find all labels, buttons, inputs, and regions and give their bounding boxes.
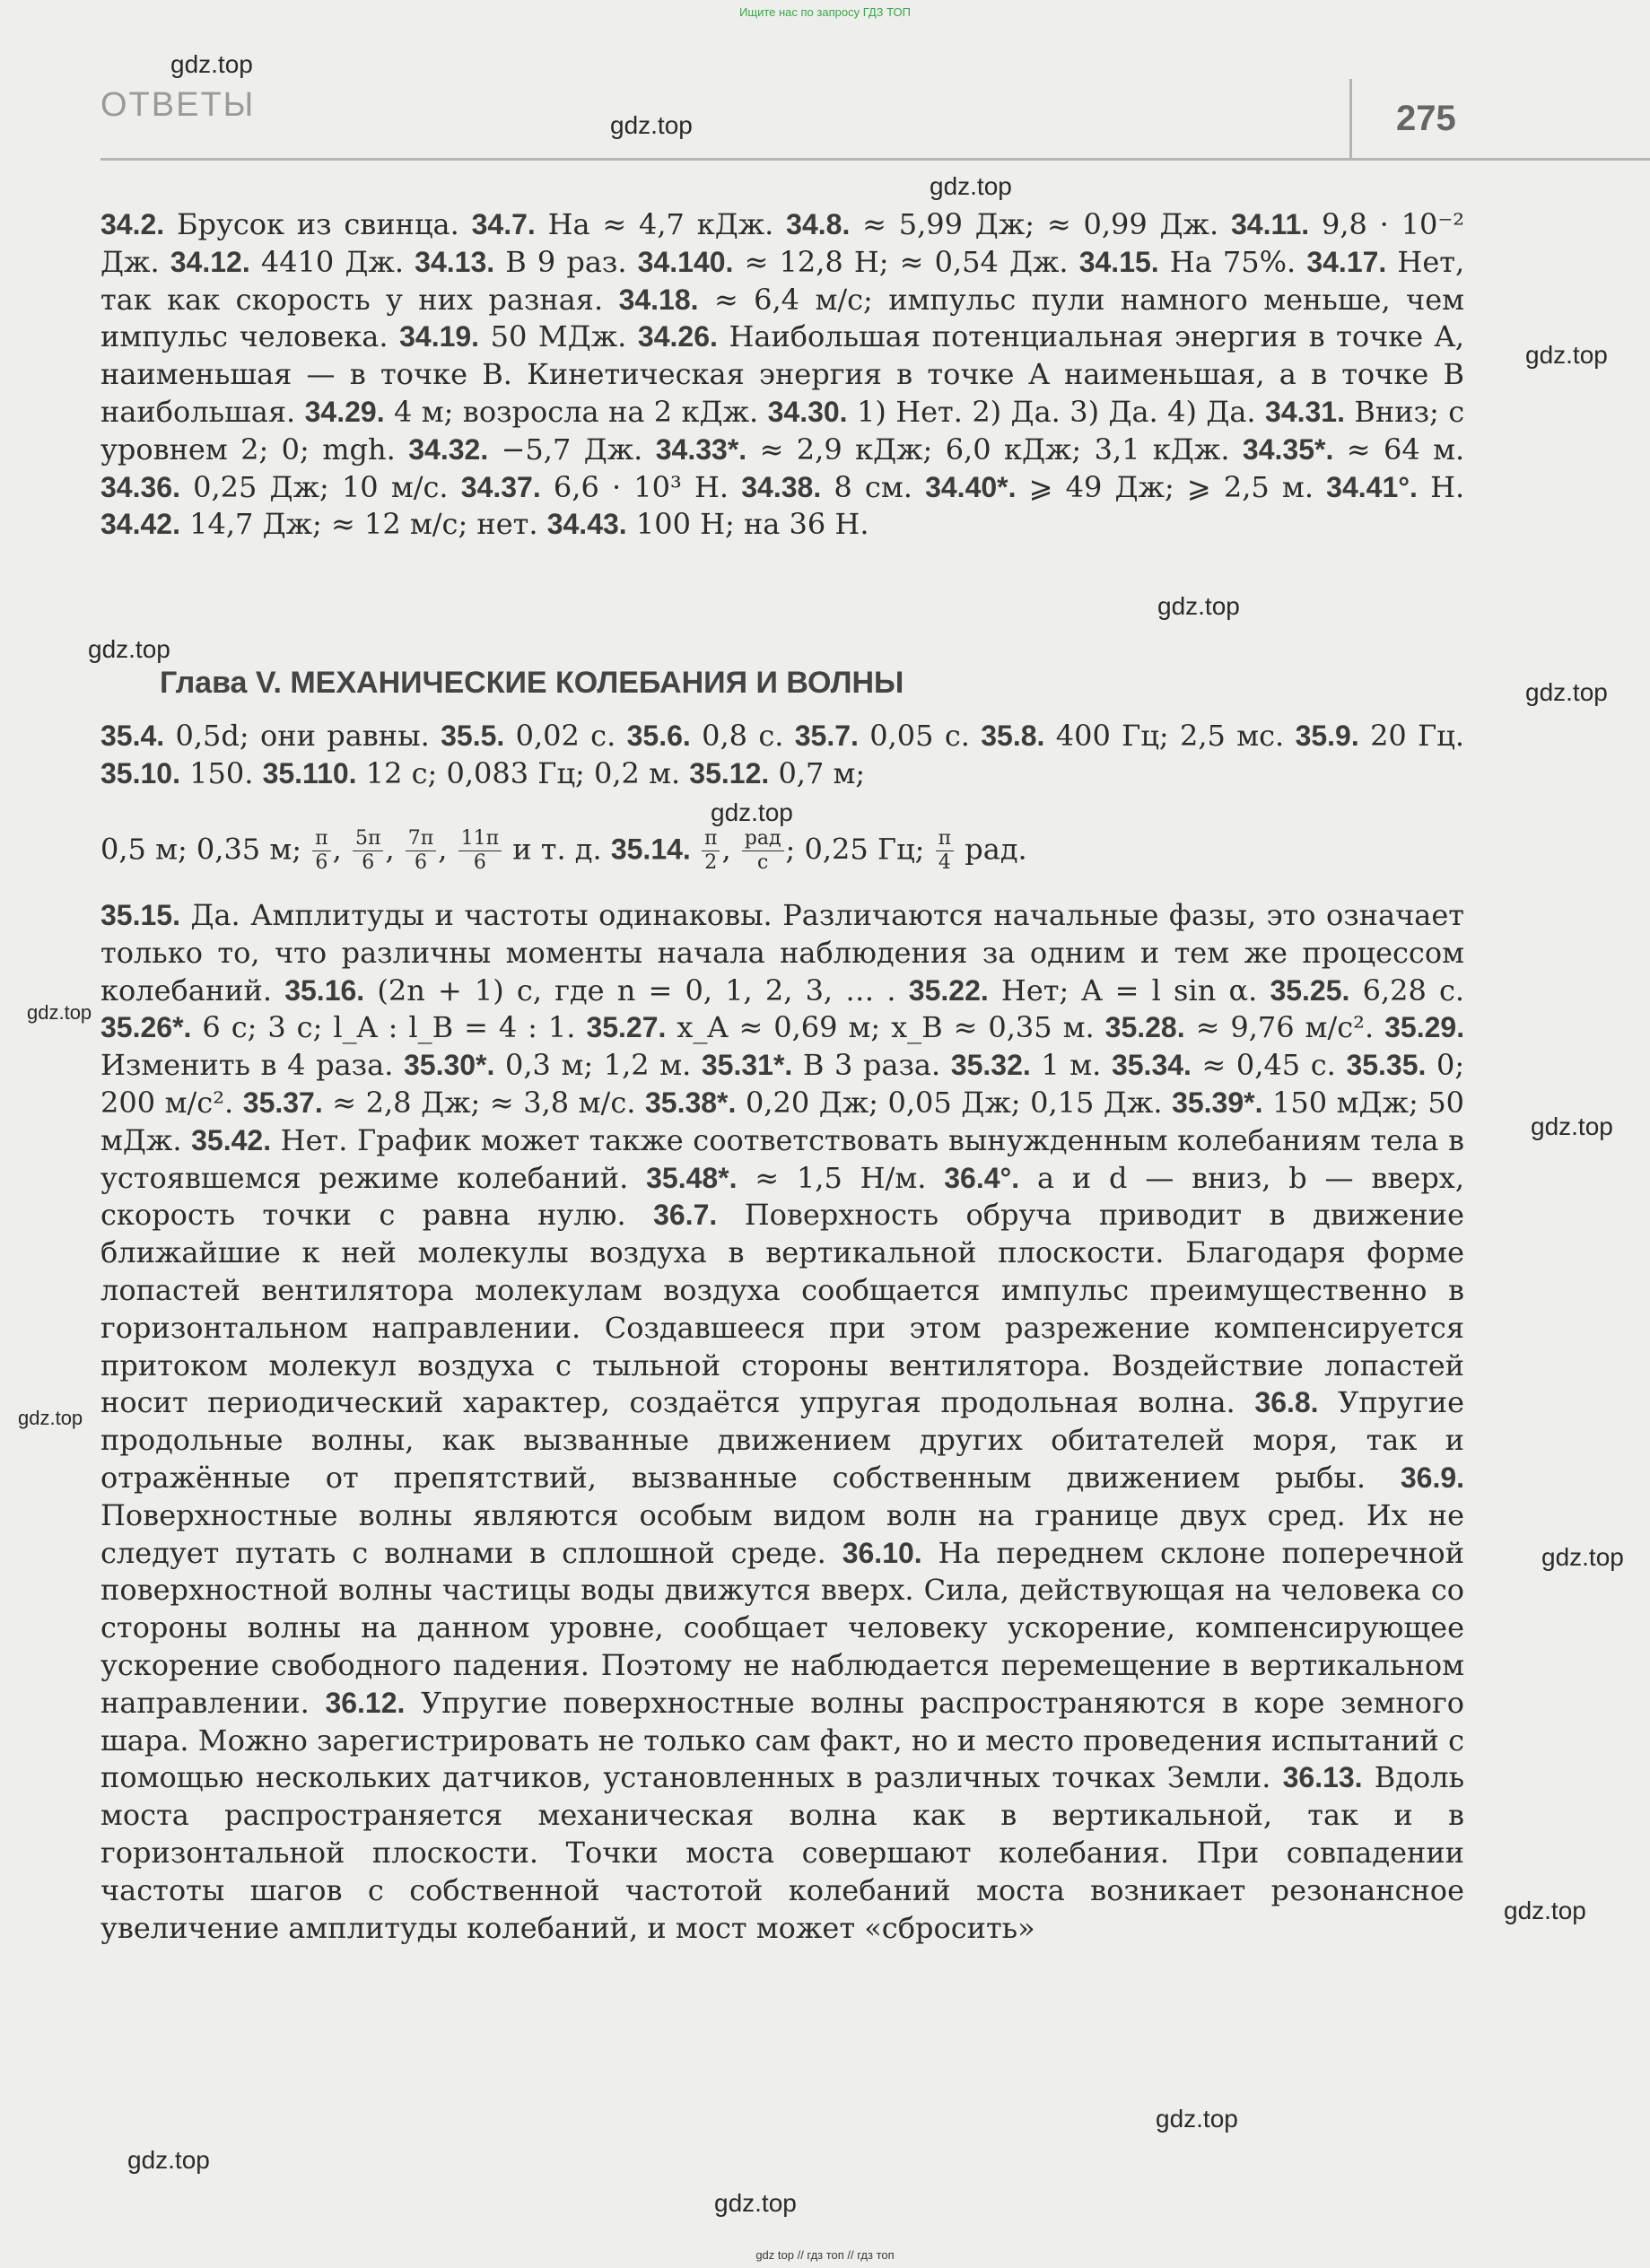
- fraction-line-tail: рад.: [965, 832, 1027, 867]
- watermark: gdz.top: [1504, 1897, 1586, 1924]
- answer-number: 35.15.: [100, 899, 180, 931]
- answer-number: 36.13.: [1282, 1761, 1363, 1794]
- answer-number: 35.34.: [1111, 1049, 1192, 1082]
- answer-number: 34.18.: [618, 283, 699, 316]
- answer-text: Да. Амплитуды и частоты одинаковы. Различаются начальные фазы, это означает только то, что различны моменты начала наблюдения за одним и тем же процессом колебаний.: [100, 898, 1464, 1008]
- watermark: gdz.top: [1156, 2105, 1238, 2133]
- watermark: gdz.top: [1157, 592, 1240, 620]
- answer-number: 35.39*.: [1172, 1086, 1263, 1119]
- fraction: $\frac{11\pi}{6}$: [458, 827, 502, 876]
- answer-number: 35.42.: [191, 1123, 272, 1156]
- answer-text: В 3 раза.: [802, 1048, 941, 1083]
- answer-text: Брусок из свинца.: [176, 207, 459, 241]
- answer-number: 35.31*.: [701, 1049, 793, 1082]
- answer-text: 0,3 м; 1,2 м.: [504, 1048, 692, 1083]
- answer-number: 34.43.: [546, 508, 627, 541]
- answer-number: 36.8.: [1254, 1386, 1319, 1419]
- answer-text: Упругие продольные волны, как вызванные движением других обитателей моря, так и отражённые от препятствий, вызванные собственным движением рыбы.: [100, 1385, 1465, 1495]
- answer-number: 34.15.: [1078, 245, 1159, 278]
- answer-text: ⩾ 49 Дж; ⩾ 2,5 м.: [1028, 469, 1314, 504]
- fraction-line-lead: 0,5 м; 0,35 м;: [100, 832, 301, 867]
- chapter-heading: Глава V. МЕХАНИЧЕСКИЕ КОЛЕБАНИЯ И ВОЛНЫ: [160, 666, 904, 700]
- answers-paragraph: [100, 718, 1464, 793]
- answer-text: a и d — вниз, b — вверх, скорость точки c равна нулю.: [100, 1160, 1465, 1233]
- answer-number: 35.110.: [262, 756, 357, 789]
- answer-text: 150 мДж; 50 мДж.: [100, 1085, 1465, 1157]
- watermark: gdz.top: [1525, 678, 1608, 706]
- fraction: $\frac{\pi}{4}$: [936, 827, 954, 876]
- page-header-title: ОТВЕТЫ: [100, 86, 256, 124]
- answer-text: 20 Гц.: [1370, 719, 1465, 753]
- answer-text: На 75%.: [1169, 244, 1296, 279]
- answer-number: 35.27.: [586, 1011, 667, 1044]
- fraction: $\frac{\text{рад}}{с}$: [742, 827, 784, 876]
- answer-text: ≈ 5,99 Дж; ≈ 0,99 Дж.: [862, 207, 1219, 241]
- answer-number: 35.35.: [1346, 1049, 1427, 1082]
- answer-number: 35.6.: [626, 720, 691, 752]
- watermark: gdz.top: [1525, 341, 1608, 369]
- answer-number: 34.36.: [100, 470, 180, 503]
- answer-number: 35.4.: [100, 720, 165, 752]
- watermark: gdz.top: [610, 111, 693, 139]
- answer-number: 34.26.: [637, 320, 718, 353]
- watermark: gdz.top: [127, 2146, 210, 2174]
- header-divider: [100, 158, 1650, 161]
- answer-text: 1 м.: [1041, 1048, 1102, 1083]
- answer-number: 34.11.: [1230, 208, 1310, 240]
- top-banner: Ищите нас по запросу ГДЗ ТОП: [739, 5, 911, 19]
- answer-number: 34.19.: [399, 320, 480, 353]
- page-number: 275: [1396, 99, 1456, 138]
- answer-number: 34.29.: [304, 395, 385, 428]
- answer-number: 35.38*.: [644, 1086, 737, 1119]
- answer-text: 12 с; 0,083 Гц; 0,2 м.: [365, 755, 681, 790]
- answer-text: 150.: [189, 755, 254, 790]
- answer-number: 36.7.: [653, 1199, 718, 1232]
- answer-text: ≈ 6,4 м/с; импульс пули намного меньше, чем импульс человека.: [100, 282, 1465, 354]
- answer-text: 400 Гц; 2,5 мс.: [1055, 719, 1285, 753]
- answers-section-35-intro: [100, 718, 1464, 793]
- answer-number: 34.13.: [415, 245, 495, 278]
- answer-text: ≈ 64 м.: [1346, 432, 1465, 467]
- fraction: $\frac{7\pi}{6}$: [406, 827, 436, 876]
- answer-number: 35.32.: [950, 1049, 1031, 1082]
- answer-number: 35.25.: [1270, 973, 1350, 1007]
- answer-text: ≈ 2,8 Дж; ≈ 3,8 м/с.: [332, 1085, 636, 1120]
- answer-text: H.: [1430, 469, 1465, 504]
- answer-number: 35.9.: [1295, 720, 1359, 752]
- answer-number: 35.37.: [242, 1086, 323, 1119]
- answer-number: 34.12.: [170, 245, 250, 278]
- answer-text: 0,5d; они равны.: [175, 719, 430, 753]
- fraction: $\frac{\pi}{6}$: [312, 827, 330, 876]
- answer-number: 34.35*.: [1242, 432, 1334, 466]
- answer-number: 35.29.: [1384, 1011, 1465, 1044]
- answer-text: 9,8 · 10⁻² Дж.: [100, 207, 1465, 279]
- answer-text: −5,7 Дж.: [501, 432, 643, 467]
- answer-number: 35.28.: [1104, 1011, 1185, 1044]
- answer-text: На ≈ 4,7 кДж.: [547, 207, 774, 241]
- answer-text: Нет; A = l sin α.: [1000, 973, 1258, 1008]
- answer-number: 34.42.: [100, 508, 180, 541]
- answer-text: Вниз; с уровнем 2; 0; mgh.: [100, 394, 1465, 467]
- answer-number: 35.30*.: [403, 1049, 495, 1082]
- fraction-answer-line: 0,5 м; 0,35 м; $\frac{\pi}{6}$ , $\frac{5\pi}{6}$ , $\frac{7\pi}{6}$ , $\frac{11\pi}{6}$ и т. д. 35.14. $\frac{\pi}{2}$ , $\frac{\text{рад}}{с}$ ; 0,25 Гц; $\frac{\pi}{4}$ рад.: [100, 827, 1027, 875]
- answer-number: 35.7.: [794, 720, 859, 752]
- answer-text: Поверхностные волны являются особым видом волн на границе двух сред. Их не следует путать с волнами в сплошной среде.: [100, 1497, 1464, 1570]
- answer-text: В 9 раз.: [505, 244, 627, 279]
- answer-text: 4410 Дж.: [260, 244, 405, 279]
- answer-number: 35.8.: [981, 720, 1045, 752]
- answer-text: 0,25 Дж; 10 м/с.: [193, 469, 449, 504]
- answer-number: 34.2.: [100, 208, 165, 240]
- answer-text: Изменить в 4 раза.: [100, 1048, 394, 1083]
- answer-text: 14,7 Дж; ≈ 12 м/с; нет.: [189, 507, 538, 542]
- answer-number: 34.8.: [786, 208, 851, 240]
- answers-section-34: [100, 206, 1464, 544]
- answer-text: 50 МДж.: [490, 319, 627, 354]
- watermark: gdz.top: [1541, 1543, 1624, 1571]
- answer-text: (2n + 1) с, где n = 0, 1, 2, 3, … .: [377, 973, 896, 1008]
- answer-number: 34.32.: [408, 432, 489, 466]
- answer-text: 0,7 м;: [778, 755, 866, 790]
- answer-number: 35.5.: [441, 720, 505, 752]
- answer-number: 35.10.: [100, 756, 180, 789]
- answer-number: 34.38.: [741, 470, 822, 503]
- watermark: gdz.top: [714, 2189, 797, 2217]
- answer-number: 35.16.: [284, 973, 365, 1007]
- answer-text: 0,8 с.: [702, 719, 784, 753]
- watermark: gdz.top: [27, 1001, 92, 1024]
- answer-text: ≈ 1,5 Н/м.: [755, 1160, 927, 1195]
- answer-text: Наибольшая потенциальная энергия в точке A, наименьшая — в точке B. Кинетическая энергия в точке A наименьшая, а в точке B наибольшая.: [100, 319, 1465, 429]
- answer-text: ≈ 9,76 м/с².: [1195, 1010, 1375, 1045]
- answer-number: 34.40*.: [925, 470, 1017, 503]
- answer-text: 0,02 с.: [515, 719, 616, 753]
- answer-number: 34.31.: [1265, 395, 1345, 428]
- answer-number: 34.41°.: [1326, 470, 1418, 503]
- answer-text: 6 с; 3 с; l_A : l_B = 4 : 1.: [202, 1010, 576, 1045]
- answer-number: 34.37.: [460, 470, 541, 503]
- answer-number: 34.17.: [1306, 245, 1387, 278]
- answer-number: 34.140.: [637, 245, 734, 278]
- answer-number: 36.9.: [1400, 1461, 1465, 1494]
- watermark: gdz.top: [1531, 1112, 1613, 1140]
- answer-text: ≈ 0,45 с.: [1201, 1048, 1336, 1083]
- answer-text: 100 Н; на 36 Н.: [635, 507, 869, 542]
- fraction: $\frac{\pi}{2}$: [702, 827, 720, 876]
- answer-text: 1) Нет. 2) Да. 3) Да. 4) Да.: [856, 394, 1256, 429]
- watermark: gdz.top: [88, 635, 170, 663]
- answers-paragraph: [100, 897, 1464, 1947]
- answer-number: 34.7.: [471, 208, 536, 240]
- answer-number: 36.4°.: [944, 1161, 1020, 1194]
- answer-text: Нет. График может также соответствовать вынужденным колебаниям тела в устоявшемся режиме колебаний.: [100, 1122, 1464, 1195]
- answer-text: 0; 200 м/с².: [100, 1048, 1465, 1120]
- answer-text: ≈ 2,9 кДж; 6,0 кДж; 3,1 кДж.: [759, 432, 1230, 467]
- answer-number: 35.14.: [610, 833, 691, 866]
- watermark: gdz.top: [170, 50, 253, 78]
- answers-section-35-36: [100, 897, 1464, 1947]
- answer-number: 34.33*.: [655, 432, 747, 466]
- answer-text: 0,05 с.: [869, 719, 970, 753]
- answer-number: 35.12.: [689, 756, 770, 789]
- watermark: gdz.top: [18, 1407, 83, 1429]
- answer-number: 35.26*.: [100, 1011, 192, 1044]
- answer-text: x_A ≈ 0,69 м; x_B ≈ 0,35 м.: [677, 1010, 1095, 1045]
- answer-text: Поверхность обруча приводит в движение ближайшие к ней молекулы воздуха в вертикальной плоскости. Благодаря форме лопастей вентилятора молекулам воздуха сообщается импульс преимущественно в горизонтальном направлении. Создавшееся при этом разрежение компенсируется притоком молекул воздуха с тыльной стороны вентилятора. Воздействие лопастей носит периодический характер, создаётся упругая продольная волна.: [100, 1198, 1465, 1420]
- answers-paragraph: [100, 206, 1464, 544]
- answer-text: На переднем склоне поперечной поверхностной волны частицы воды движутся вверх. Сила, действующая на человека со стороны волны на данном уровне, сообщает человеку ускорение, компенсирующее ускорение свободного падения. Поэтому не наблюдается перемещение в вертикальном направлении.: [100, 1535, 1465, 1720]
- header-divider-vertical: [1349, 79, 1352, 160]
- fraction-line-after: ; 0,25 Гц;: [785, 832, 925, 867]
- fraction: $\frac{5\pi}{6}$: [353, 827, 383, 876]
- answer-number: 36.12.: [325, 1686, 406, 1719]
- answer-text: 6,28 с.: [1362, 973, 1465, 1008]
- answer-text: 4 м; возросла на 2 кДж.: [393, 394, 759, 429]
- fraction-line-mid: и т. д.: [512, 832, 602, 867]
- answer-number: 35.48*.: [646, 1161, 738, 1194]
- answer-number: 34.30.: [767, 395, 848, 428]
- answer-text: Упругие поверхностные волны распространяются в коре земного шара. Можно зарегистрировать не только сам факт, но и место проведения испытаний с помощью нескольких датчиков, установленных в различных точках Земли.: [100, 1685, 1465, 1795]
- answer-number: 36.10.: [842, 1536, 922, 1569]
- watermark: gdz.top: [930, 172, 1012, 200]
- answer-text: Вдоль моста распространяется механическая волна как в вертикальной, так и в горизонтальной плоскости. Точки моста совершают колебания. При совпадении частоты шагов с собственной частотой колебаний моста возникает резонансное увеличение амплитуды колебаний, и мост может «сбросить»: [100, 1760, 1465, 1945]
- bottom-banner: gdz top // гдз топ // гдз топ: [755, 2248, 895, 2262]
- answer-number: 35.22.: [908, 973, 989, 1007]
- answer-text: 0,20 Дж; 0,05 Дж; 0,15 Дж.: [745, 1085, 1163, 1120]
- watermark: gdz.top: [711, 798, 793, 826]
- answer-text: ≈ 12,8 Н; ≈ 0,54 Дж.: [744, 244, 1069, 279]
- answer-text: Нет, так как скорость у них разная.: [100, 244, 1465, 317]
- answer-text: 8 см.: [834, 469, 912, 504]
- answer-text: 6,6 · 10³ Н.: [553, 469, 729, 504]
